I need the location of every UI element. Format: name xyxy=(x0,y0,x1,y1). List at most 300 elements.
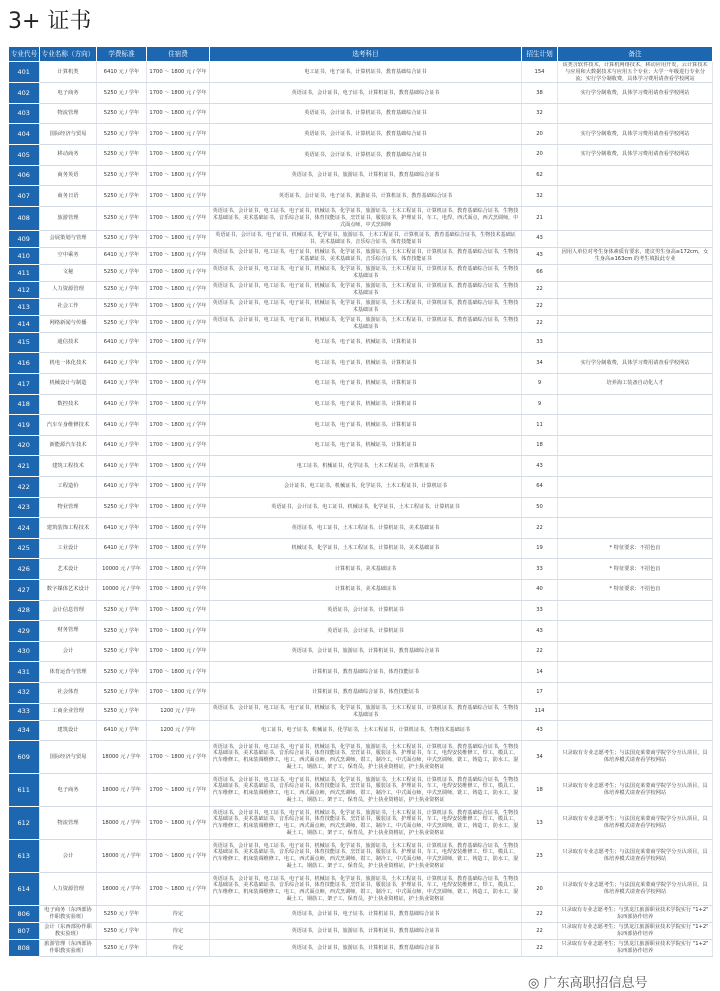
subjects-cell: 英语证书，会计证书，电工证书，电子证书，机械证书，化学证书，旅游证书，土木工程证书，计算机证书，教育基础综合证书，生物技术基础证书，美术基础证书，音乐综合证书，体育技能证书，烹饪证书，服装证书，护理证书，车工，电焊，西式面点，西式烹调师，中式面点师，中式烹调师 xyxy=(210,206,522,230)
remarks-cell xyxy=(558,662,713,683)
table-row xyxy=(9,247,713,264)
subjects-cell: 电工证书，电子证书，机械证书，化学证书，土木工程证书，计算机证书，生物技术基础证书 xyxy=(210,720,522,741)
major-cell: 物流管理 xyxy=(40,807,97,840)
remarks-cell xyxy=(558,435,713,456)
subjects-cell: 英语证书，会计证书，计算机证书 xyxy=(210,600,522,621)
plan-cell: 33 xyxy=(522,559,558,580)
code-cell: 434 xyxy=(9,720,40,741)
code-cell: 614 xyxy=(9,873,40,906)
major-cell: 建筑设计 xyxy=(40,720,97,741)
lodging-cell: 1700 ～ 1800 元 / 学年 xyxy=(147,103,210,124)
subjects-cell: 机械证书，化学证书，土木工程证书，计算机证书，美术基础证书 xyxy=(210,538,522,559)
lodging-cell: 1700 ～ 1800 元 / 学年 xyxy=(147,497,210,518)
major-cell: 工商企业管理 xyxy=(40,703,97,720)
tuition-cell: 5250 元 / 学年 xyxy=(97,315,147,332)
table-row xyxy=(9,940,713,957)
subjects-cell: 英语证书，会计证书，电工证书，电子证书，机械证书，化学证书，旅游证书，土木工程证书，计算机证书，教育基础综合证书，生物技术基础证书 xyxy=(210,281,522,298)
code-cell: 410 xyxy=(9,247,40,264)
plan-cell: 17 xyxy=(522,682,558,703)
plan-cell: 22 xyxy=(522,298,558,315)
code-cell: 613 xyxy=(9,840,40,873)
plan-cell: 22 xyxy=(522,281,558,298)
table-row xyxy=(9,124,713,145)
lodging-cell: 1700 ～ 1800 元 / 学年 xyxy=(147,873,210,906)
code-cell: 433 xyxy=(9,703,40,720)
major-cell: 商务日语 xyxy=(40,186,97,207)
major-cell: 物业管理 xyxy=(40,497,97,518)
header-major: 专业名称（方向） xyxy=(40,47,97,62)
plan-cell: 33 xyxy=(522,332,558,353)
tuition-cell: 5250 元 / 学年 xyxy=(97,298,147,315)
table-row xyxy=(9,298,713,315)
code-cell: 411 xyxy=(9,264,40,281)
remarks-cell xyxy=(558,518,713,539)
tuition-cell: 6410 元 / 学年 xyxy=(97,435,147,456)
table-row xyxy=(9,720,713,741)
code-cell: 428 xyxy=(9,600,40,621)
watermark xyxy=(528,972,648,991)
lodging-cell: 1700 ～ 1800 元 / 学年 xyxy=(147,264,210,281)
remarks-cell: * 特征要求：不招色盲 xyxy=(558,559,713,580)
plan-cell: 18 xyxy=(522,774,558,807)
lodging-cell: 1700 ～ 1800 元 / 学年 xyxy=(147,247,210,264)
wechat-icon: ◎ xyxy=(528,976,540,991)
subjects-cell: 电工证书，电子证书，机械证书，计算机证书 xyxy=(210,435,522,456)
lodging-cell: 1700 ～ 1800 元 / 学年 xyxy=(147,518,210,539)
header-subjects: 选考科目 xyxy=(210,47,522,62)
tuition-cell: 5250 元 / 学年 xyxy=(97,923,147,940)
table-row xyxy=(9,394,713,415)
subjects-cell: 英语证书，会计证书，电工证书，电子证书，机械证书，化学证书，旅游证书，土木工程证书，计算机证书，教育基础综合证书，生物技术基础证书，美术基础证书，音乐综合证书，体育技能证书，烹饪证书，服装证书，护理证书，车工，电焊安装维修工，焊工，模具工，汽车维修工，机床装调维修工，电工，西式面点师，西式烹调师，钳工，制冷工，中式面点师，中式烹调师，铣工，铸造工，防水工，混凝土工，钢筋工，架子工，保育员，护士执业资格证，护士执业资格证 xyxy=(210,774,522,807)
lodging-cell: 1700 ～ 1800 元 / 学年 xyxy=(147,62,210,83)
subjects-cell: 英语证书，会计证书，电工证书，电子证书，机械证书，化学证书，旅游证书，土木工程证书，计算机证书，教育基础综合证书，生物技术基础证书 xyxy=(210,264,522,281)
lodging-cell: 1700 ～ 1800 元 / 学年 xyxy=(147,165,210,186)
major-cell: 旅游管理（东西部协作职教实验班） xyxy=(40,940,97,957)
major-cell: 文秘 xyxy=(40,264,97,281)
lodging-cell: 1700 ～ 1800 元 / 学年 xyxy=(147,579,210,600)
plan-cell: 20 xyxy=(522,124,558,145)
remarks-cell: 实行学分制收费，具体学习费用请查看学校网站 xyxy=(558,124,713,145)
code-cell: 417 xyxy=(9,374,40,395)
major-cell: 社会体育 xyxy=(40,682,97,703)
remarks-cell xyxy=(558,703,713,720)
code-cell: 401 xyxy=(9,62,40,83)
subjects-cell: 英语证书，会计证书，电子证书，旅游证书，计算机证书，教育基础综合证书 xyxy=(210,186,522,207)
subjects-cell: 电工证书，电子证书，机械证书，计算机证书 xyxy=(210,332,522,353)
remarks-cell: 只录取有专业志愿考生；与法国克莱蒙商学院学分互认项目，具体培养模式请查看学校网站 xyxy=(558,741,713,774)
tuition-cell: 5250 元 / 学年 xyxy=(97,83,147,104)
tuition-cell: 6410 元 / 学年 xyxy=(97,62,147,83)
plan-cell: 19 xyxy=(522,538,558,559)
table-row xyxy=(9,206,713,230)
major-cell: 会计（东西部协作职教实验班） xyxy=(40,923,97,940)
subjects-cell: 计算机证书，教育基础综合证书，体育技能证书 xyxy=(210,662,522,683)
tuition-cell: 18000 元 / 学年 xyxy=(97,840,147,873)
tuition-cell: 5250 元 / 学年 xyxy=(97,662,147,683)
table-row xyxy=(9,840,713,873)
remarks-cell xyxy=(558,165,713,186)
plan-cell: 66 xyxy=(522,264,558,281)
remarks-cell xyxy=(558,315,713,332)
remarks-cell xyxy=(558,456,713,477)
code-cell: 403 xyxy=(9,103,40,124)
tuition-cell: 6410 元 / 学年 xyxy=(97,476,147,497)
tuition-cell: 5250 元 / 学年 xyxy=(97,186,147,207)
plan-cell: 9 xyxy=(522,394,558,415)
major-cell: 电子商务（东西部协作职教实验班） xyxy=(40,906,97,923)
plan-cell: 9 xyxy=(522,374,558,395)
major-cell: 国际经济与贸易 xyxy=(40,741,97,774)
lodging-cell: 1700 ～ 1800 元 / 学年 xyxy=(147,332,210,353)
table-row xyxy=(9,906,713,923)
major-cell: 人力资源管理 xyxy=(40,281,97,298)
tuition-cell: 5250 元 / 学年 xyxy=(97,103,147,124)
subjects-cell: 英语证书，会计证书，电工证书，电子证书，机械证书，化学证书，旅游证书，土木工程证书，计算机证书，教育基础综合证书，生物技术基础证书 xyxy=(210,315,522,332)
remarks-cell xyxy=(558,415,713,436)
plan-cell: 21 xyxy=(522,206,558,230)
lodging-cell: 1700 ～ 1800 元 / 学年 xyxy=(147,83,210,104)
lodging-cell: 1700 ～ 1800 元 / 学年 xyxy=(147,394,210,415)
subjects-cell: 计算机证书，教育基础综合证书，体育技能证书 xyxy=(210,682,522,703)
table-row xyxy=(9,641,713,662)
table-row xyxy=(9,62,713,83)
tuition-cell: 10000 元 / 学年 xyxy=(97,579,147,600)
plan-cell: 13 xyxy=(522,807,558,840)
plan-cell: 34 xyxy=(522,741,558,774)
subjects-cell: 电工证书，电子证书，机械证书，计算机证书 xyxy=(210,374,522,395)
lodging-cell: 1700 ～ 1800 元 / 学年 xyxy=(147,476,210,497)
plan-cell: 22 xyxy=(522,923,558,940)
lodging-cell: 1700 ～ 1800 元 / 学年 xyxy=(147,415,210,436)
table-body xyxy=(9,62,713,957)
remarks-cell xyxy=(558,103,713,124)
header-tuition: 学费标准 xyxy=(97,47,147,62)
code-cell: 432 xyxy=(9,682,40,703)
tuition-cell: 6410 元 / 学年 xyxy=(97,374,147,395)
table-row xyxy=(9,621,713,642)
code-cell: 412 xyxy=(9,281,40,298)
remarks-cell xyxy=(558,497,713,518)
remarks-cell: 只录取有专业志愿考生；与法国克莱蒙商学院学分互认项目，具体培养模式请查看学校网站 xyxy=(558,774,713,807)
major-cell: 财务管理 xyxy=(40,621,97,642)
lodging-cell: 1700 ～ 1800 元 / 学年 xyxy=(147,840,210,873)
table-row xyxy=(9,165,713,186)
plan-cell: 38 xyxy=(522,83,558,104)
subjects-cell: 英语证书，会计证书，电子证书，计算机证书，教育基础综合证书 xyxy=(210,83,522,104)
lodging-cell: 1700 ～ 1800 元 / 学年 xyxy=(147,186,210,207)
remarks-cell xyxy=(558,281,713,298)
code-cell: 422 xyxy=(9,476,40,497)
table-row xyxy=(9,374,713,395)
code-cell: 419 xyxy=(9,415,40,436)
lodging-cell: 1700 ～ 1800 元 / 学年 xyxy=(147,315,210,332)
code-cell: 427 xyxy=(9,579,40,600)
lodging-cell: 1700 ～ 1800 元 / 学年 xyxy=(147,682,210,703)
subjects-cell: 英语证书，会计证书，电子证书，机械证书，化学证书，旅游证书，土木工程证书，计算机证书，教育基础综合证书，生物技术基础证书，美术基础证书，音乐综合证书，体育技能证书 xyxy=(210,230,522,247)
subjects-cell: 英语证书，会计证书，电工证书，机械证书，化学证书，土木工程证书，计算机证书 xyxy=(210,497,522,518)
plan-cell: 40 xyxy=(522,579,558,600)
tuition-cell: 5250 元 / 学年 xyxy=(97,206,147,230)
major-cell: 会展策划与管理 xyxy=(40,230,97,247)
major-cell: 国际经济与贸易 xyxy=(40,124,97,145)
lodging-cell: 1700 ～ 1800 元 / 学年 xyxy=(147,741,210,774)
major-cell: 数控技术 xyxy=(40,394,97,415)
remarks-cell xyxy=(558,600,713,621)
major-cell: 工程造价 xyxy=(40,476,97,497)
lodging-cell: 1700 ～ 1800 元 / 学年 xyxy=(147,641,210,662)
lodging-cell: 1700 ～ 1800 元 / 学年 xyxy=(147,600,210,621)
tuition-cell: 5250 元 / 学年 xyxy=(97,281,147,298)
lodging-cell: 1700 ～ 1800 元 / 学年 xyxy=(147,774,210,807)
remarks-cell: 该类含软件技术，计算机网络技术，移动应用开发，云计算技术与应用和大数据技术与应用五个专业；大学一年级进行专业分流；实行学分制收费，具体学习费用请查看学校网站 xyxy=(558,62,713,83)
remarks-cell xyxy=(558,682,713,703)
code-cell: 407 xyxy=(9,186,40,207)
plan-cell: 20 xyxy=(522,873,558,906)
remarks-cell: 只录取有专业志愿考生；与法国克莱蒙商学院学分互认项目，具体培养模式请查看学校网站 xyxy=(558,840,713,873)
remarks-cell xyxy=(558,621,713,642)
major-cell: 体育运营与管理 xyxy=(40,662,97,683)
major-cell: 机械设计与制造 xyxy=(40,374,97,395)
plan-cell: 32 xyxy=(522,103,558,124)
table-row xyxy=(9,600,713,621)
tuition-cell: 5250 元 / 学年 xyxy=(97,906,147,923)
major-cell: 建筑工程技术 xyxy=(40,456,97,477)
tuition-cell: 6410 元 / 学年 xyxy=(97,247,147,264)
major-cell: 计算机类 xyxy=(40,62,97,83)
remarks-cell xyxy=(558,206,713,230)
subjects-cell: 英语证书，会计证书，电工证书，电子证书，机械证书，化学证书，旅游证书，土木工程证书，计算机证书，教育基础综合证书，生物技术基础证书 xyxy=(210,298,522,315)
header-remarks: 备注 xyxy=(558,47,713,62)
subjects-cell: 英语证书，会计证书，电工证书，电子证书，机械证书，化学证书，旅游证书，土木工程证书，计算机证书，教育基础综合证书，生物技术基础证书 xyxy=(210,703,522,720)
remarks-cell: 因用人单位对考生身体素质有要求，建议男生身高≥172cm，女生身高≥163cm 的考生填报此专业 xyxy=(558,247,713,264)
table-row xyxy=(9,559,713,580)
tuition-cell: 6410 元 / 学年 xyxy=(97,518,147,539)
tuition-cell: 5250 元 / 学年 xyxy=(97,703,147,720)
subjects-cell: 电工证书，电子证书，机械证书，计算机证书 xyxy=(210,394,522,415)
table-row xyxy=(9,353,713,374)
subjects-cell: 英语证书，会计证书，旅游证书，计算机证书，教育基础综合证书 xyxy=(210,923,522,940)
lodging-cell: 待定 xyxy=(147,906,210,923)
remarks-cell: 只录取有专业志愿考生；与黑龙江旅游职业技术学院实行 "1+2" 东西部协作培养 xyxy=(558,923,713,940)
tuition-cell: 5250 元 / 学年 xyxy=(97,497,147,518)
table-row xyxy=(9,579,713,600)
subjects-cell: 英语证书，会计证书，旅游证书，计算机证书，教育基础综合证书 xyxy=(210,940,522,957)
tuition-cell: 6410 元 / 学年 xyxy=(97,332,147,353)
plan-cell: 43 xyxy=(522,230,558,247)
code-cell: 431 xyxy=(9,662,40,683)
tuition-cell: 18000 元 / 学年 xyxy=(97,741,147,774)
lodging-cell: 1700 ～ 1800 元 / 学年 xyxy=(147,124,210,145)
code-cell: 808 xyxy=(9,940,40,957)
subjects-cell: 电工证书，机械证书，化学证书，土木工程证书，计算机证书 xyxy=(210,456,522,477)
table-row xyxy=(9,497,713,518)
plan-cell: 20 xyxy=(522,145,558,166)
lodging-cell: 1700 ～ 1800 元 / 学年 xyxy=(147,807,210,840)
lodging-cell: 1700 ～ 1800 元 / 学年 xyxy=(147,456,210,477)
header-lodging: 住宿费 xyxy=(147,47,210,62)
code-cell: 405 xyxy=(9,145,40,166)
plan-cell: 18 xyxy=(522,435,558,456)
plan-cell: 114 xyxy=(522,703,558,720)
major-cell: 移动商务 xyxy=(40,145,97,166)
code-cell: 414 xyxy=(9,315,40,332)
tuition-cell: 5250 元 / 学年 xyxy=(97,230,147,247)
subjects-cell: 电工证书，电子证书，机械证书，计算机证书 xyxy=(210,415,522,436)
tuition-cell: 18000 元 / 学年 xyxy=(97,807,147,840)
subjects-cell: 英语证书，会计证书，电工证书，电子证书，机械证书，化学证书，旅游证书，土木工程证书，计算机证书，教育基础综合证书，生物技术基础证书，美术基础证书，音乐综合证书，体育技能证书，烹饪证书，服装证书，护理证书，车工，电焊安装维修工，焊工，模具工，汽车维修工，机床装调维修工，电工，西式面点师，西式烹调师，钳工，制冷工，中式面点师，中式烹调师，铣工，铸造工，防水工，混凝土工，钢筋工，架子工，保育员，护士执业资格证，护士执业资格证 xyxy=(210,807,522,840)
plan-cell: 11 xyxy=(522,415,558,436)
plan-cell: 33 xyxy=(522,600,558,621)
tuition-cell: 5250 元 / 学年 xyxy=(97,621,147,642)
subjects-cell: 英语证书，会计证书，计算机证书，教育基础综合证书 xyxy=(210,103,522,124)
remarks-cell: 只录取有专业志愿考生；与黑龙江旅游职业技术学院实行 "1+2" 东西部协作培养 xyxy=(558,940,713,957)
remarks-cell: 培养海工装备自动化人才 xyxy=(558,374,713,395)
table-row xyxy=(9,83,713,104)
table-row xyxy=(9,662,713,683)
plan-cell: 154 xyxy=(522,62,558,83)
tuition-cell: 6410 元 / 学年 xyxy=(97,353,147,374)
table-row xyxy=(9,538,713,559)
plan-cell: 43 xyxy=(522,621,558,642)
major-cell: 汽车车身维修技术 xyxy=(40,415,97,436)
table-row xyxy=(9,923,713,940)
table-row xyxy=(9,774,713,807)
major-cell: 会计信息管理 xyxy=(40,600,97,621)
table-header-row xyxy=(9,47,713,62)
code-cell: 416 xyxy=(9,353,40,374)
code-cell: 415 xyxy=(9,332,40,353)
remarks-cell xyxy=(558,332,713,353)
subjects-cell: 电工证书，电子证书，机械证书，计算机证书 xyxy=(210,353,522,374)
remarks-cell: 实行学分制收费，具体学习费用请查看学校网站 xyxy=(558,145,713,166)
major-cell: 旅游管理 xyxy=(40,206,97,230)
remarks-cell xyxy=(558,230,713,247)
major-cell: 商务英语 xyxy=(40,165,97,186)
tuition-cell: 5250 元 / 学年 xyxy=(97,940,147,957)
tuition-cell: 5250 元 / 学年 xyxy=(97,264,147,281)
code-cell: 611 xyxy=(9,774,40,807)
lodging-cell: 待定 xyxy=(147,923,210,940)
plan-cell: 23 xyxy=(522,840,558,873)
major-cell: 建筑装饰工程技术 xyxy=(40,518,97,539)
subjects-cell: 英语证书，会计证书，计算机证书，教育基础综合证书 xyxy=(210,124,522,145)
tuition-cell: 6410 元 / 学年 xyxy=(97,456,147,477)
page-title: 3+ 证书 xyxy=(8,9,92,34)
lodging-cell: 1700 ～ 1800 元 / 学年 xyxy=(147,559,210,580)
remarks-cell xyxy=(558,720,713,741)
lodging-cell: 1700 ～ 1800 元 / 学年 xyxy=(147,374,210,395)
tuition-cell: 5250 元 / 学年 xyxy=(97,124,147,145)
remarks-cell xyxy=(558,264,713,281)
subjects-cell: 英语证书，电工证书，土木工程证书，计算机证书，美术基础证书 xyxy=(210,518,522,539)
code-cell: 404 xyxy=(9,124,40,145)
table-row xyxy=(9,456,713,477)
plan-cell: 22 xyxy=(522,641,558,662)
table-row xyxy=(9,741,713,774)
tuition-cell: 5250 元 / 学年 xyxy=(97,165,147,186)
plan-cell: 34 xyxy=(522,353,558,374)
code-cell: 418 xyxy=(9,394,40,415)
tuition-cell: 6410 元 / 学年 xyxy=(97,415,147,436)
remarks-cell: 只录取有专业志愿考生；与黑龙江旅游职业技术学院实行 "1+2" 东西部协作培养 xyxy=(558,906,713,923)
table-row xyxy=(9,807,713,840)
table-row xyxy=(9,415,713,436)
major-cell: 物流管理 xyxy=(40,103,97,124)
remarks-cell xyxy=(558,641,713,662)
major-cell: 会计 xyxy=(40,840,97,873)
plan-cell: 22 xyxy=(522,518,558,539)
subjects-cell: 英语证书，会计证书，计算机证书，教育基础综合证书 xyxy=(210,145,522,166)
subjects-cell: 英语证书，会计证书，电工证书，电子证书，机械证书，化学证书，旅游证书，土木工程证书，计算机证书，教育基础综合证书，生物技术基础证书，美术基础证书，音乐综合证书，体育技能证书，烹饪证书，服装证书，护理证书，车工，电焊安装维修工，焊工，模具工，汽车维修工，机床装调维修工，电工，西式面点师，西式烹调师，钳工，制冷工，中式面点师，中式烹调师，铣工，铸造工，防水工，混凝土工，钢筋工，架子工，保育员，护士执业资格证，护士执业资格证 xyxy=(210,741,522,774)
lodging-cell: 1700 ～ 1800 元 / 学年 xyxy=(147,538,210,559)
major-cell: 社会工作 xyxy=(40,298,97,315)
major-cell: 会计 xyxy=(40,641,97,662)
tuition-cell: 5250 元 / 学年 xyxy=(97,641,147,662)
table-row xyxy=(9,518,713,539)
plan-cell: 43 xyxy=(522,720,558,741)
tuition-cell: 6410 元 / 学年 xyxy=(97,720,147,741)
major-cell: 空中乘务 xyxy=(40,247,97,264)
lodging-cell: 1700 ～ 1800 元 / 学年 xyxy=(147,353,210,374)
subjects-cell: 英语证书，会计证书，电工证书，电子证书，机械证书，化学证书，旅游证书，土木工程证书，计算机证书，教育基础综合证书，生物技术基础证书，美术基础证书，音乐综合证书，体育技能证书，烹饪证书，服装证书，护理证书，车工，电焊安装维修工，焊工，模具工，汽车维修工，机床装调维修工，电工，西式面点师，西式烹调师，钳工，制冷工，中式面点师，中式烹调师，铣工，铸造工，防水工，混凝土工，钢筋工，架子工，保育员，护士执业资格证，护士执业资格证 xyxy=(210,840,522,873)
code-cell: 426 xyxy=(9,559,40,580)
subjects-cell: 英语证书，会计证书，电工证书，电子证书，机械证书，化学证书，旅游证书，土木工程证书，计算机证书，教育基础综合证书，生物技术基础证书，美术基础证书，音乐综合证书，体育技能证书 xyxy=(210,247,522,264)
code-cell: 406 xyxy=(9,165,40,186)
table-row xyxy=(9,103,713,124)
major-cell: 网络新闻与传播 xyxy=(40,315,97,332)
code-cell: 806 xyxy=(9,906,40,923)
plan-cell: 64 xyxy=(522,476,558,497)
major-cell: 电子商务 xyxy=(40,83,97,104)
code-cell: 429 xyxy=(9,621,40,642)
table-row xyxy=(9,332,713,353)
header-code: 专业代号 xyxy=(9,47,40,62)
lodging-cell: 1700 ～ 1800 元 / 学年 xyxy=(147,206,210,230)
tuition-cell: 5250 元 / 学年 xyxy=(97,600,147,621)
lodging-cell: 1700 ～ 1800 元 / 学年 xyxy=(147,230,210,247)
table-row xyxy=(9,435,713,456)
remarks-cell: 实行学分制收费，具体学习费用请查看学校网站 xyxy=(558,83,713,104)
code-cell: 425 xyxy=(9,538,40,559)
plan-cell: 62 xyxy=(522,165,558,186)
major-cell: 新能源汽车技术 xyxy=(40,435,97,456)
remarks-cell: 只录取有专业志愿考生；与法国克莱蒙商学院学分互认项目，具体培养模式请查看学校网站 xyxy=(558,873,713,906)
subjects-cell: 会计证书，电工证书，机械证书，化学证书，土木工程证书，计算机证书 xyxy=(210,476,522,497)
tuition-cell: 5250 元 / 学年 xyxy=(97,682,147,703)
remarks-cell xyxy=(558,298,713,315)
subjects-cell: 计算机证书，美术基础证书 xyxy=(210,579,522,600)
lodging-cell: 1700 ～ 1800 元 / 学年 xyxy=(147,435,210,456)
watermark-text: 广东高职招信息号 xyxy=(543,976,648,991)
lodging-cell: 1700 ～ 1800 元 / 学年 xyxy=(147,145,210,166)
lodging-cell: 1700 ～ 1800 元 / 学年 xyxy=(147,298,210,315)
remarks-cell: * 特征要求：不招色盲 xyxy=(558,538,713,559)
plan-cell: 22 xyxy=(522,940,558,957)
header-plan: 招生计划 xyxy=(522,47,558,62)
subjects-cell: 英语证书，会计证书，旅游证书，计算机证书，教育基础综合证书 xyxy=(210,165,522,186)
lodging-cell: 待定 xyxy=(147,940,210,957)
table-row xyxy=(9,281,713,298)
table-row xyxy=(9,476,713,497)
plan-cell: 32 xyxy=(522,186,558,207)
code-cell: 430 xyxy=(9,641,40,662)
code-cell: 612 xyxy=(9,807,40,840)
lodging-cell: 1700 ～ 1800 元 / 学年 xyxy=(147,621,210,642)
major-cell: 艺术设计 xyxy=(40,559,97,580)
major-cell: 数字媒体艺术设计 xyxy=(40,579,97,600)
table-row xyxy=(9,186,713,207)
admission-table xyxy=(8,46,713,957)
